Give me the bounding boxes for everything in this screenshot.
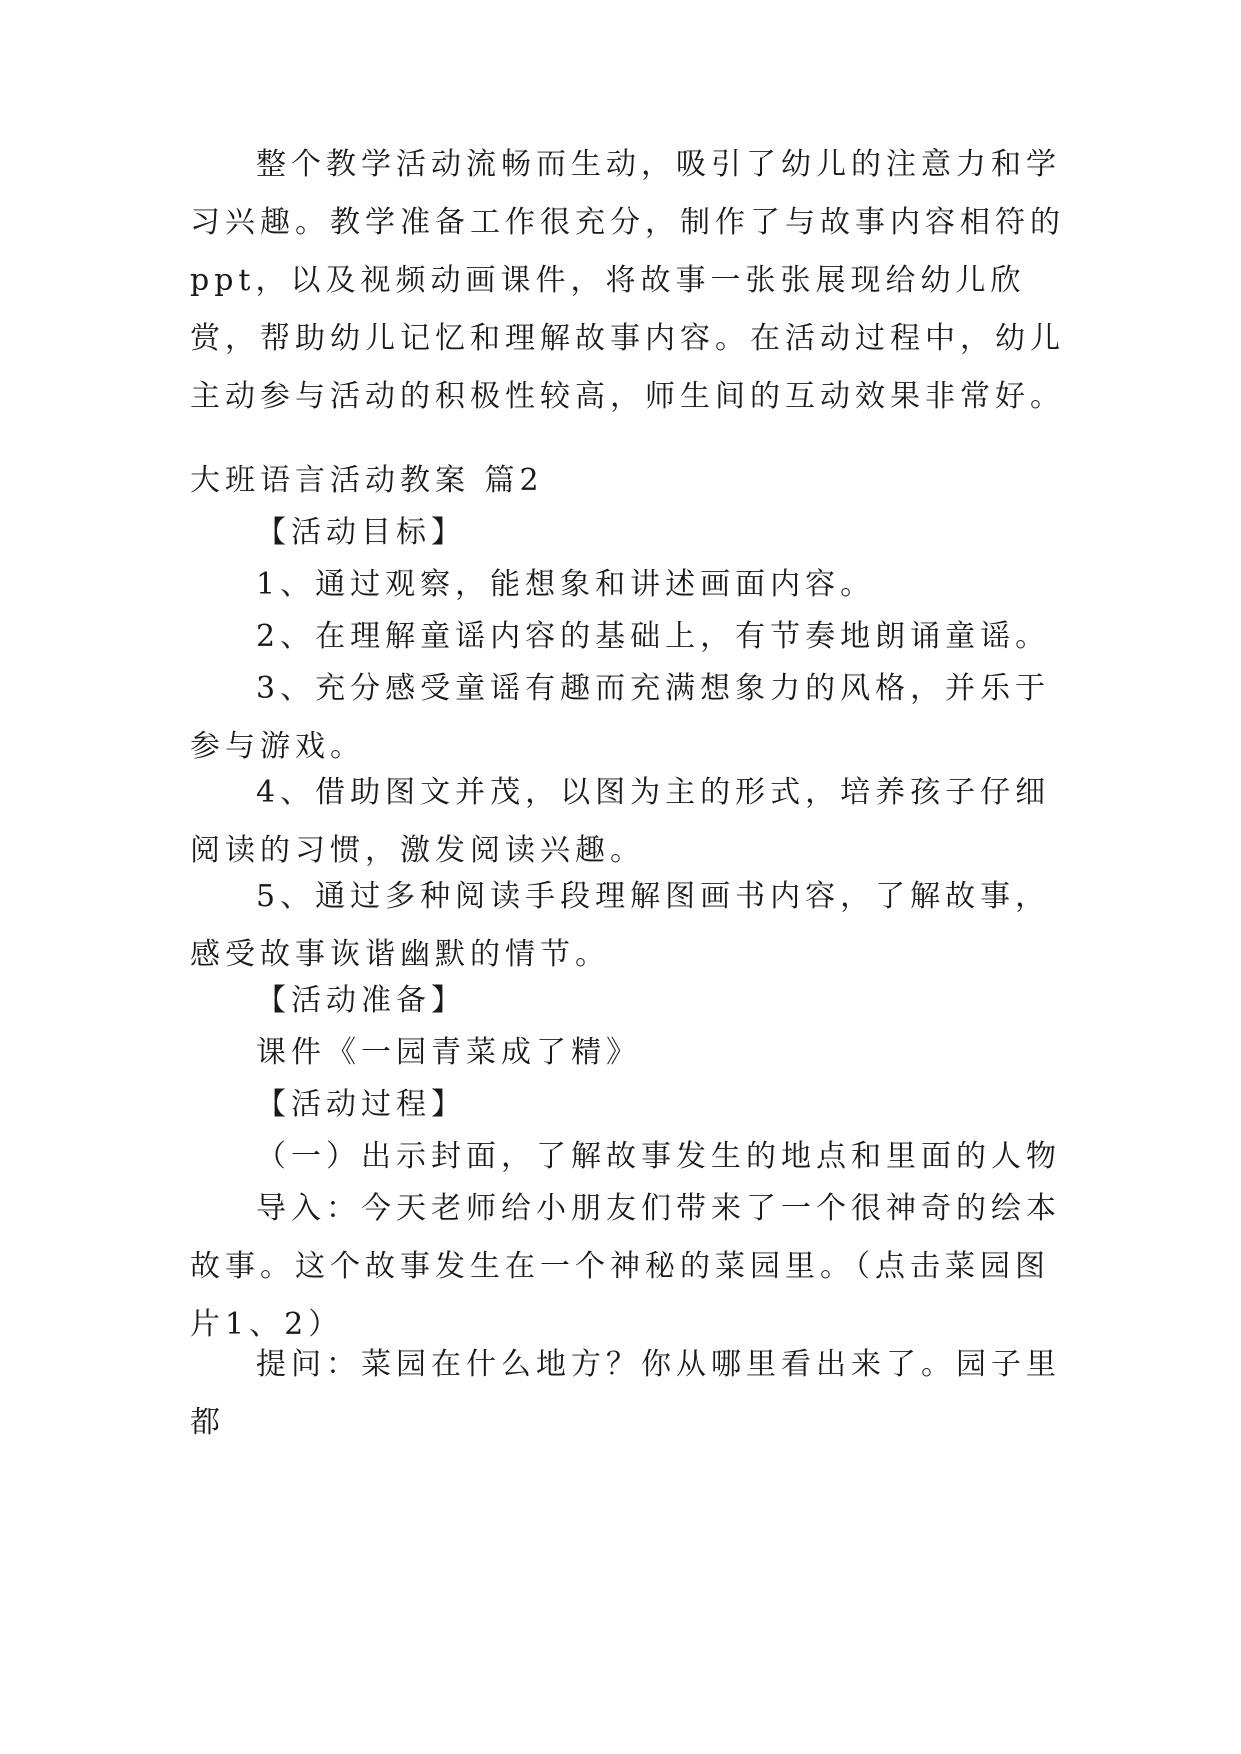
goal-item-4: 4、借助图文并茂，以图为主的形式，培养孩子仔细阅读的习惯，激发阅读兴趣。: [190, 775, 1051, 868]
prep-heading: 【活动准备】: [256, 983, 466, 1018]
goals-heading: 【活动目标】: [256, 515, 466, 550]
goal-item-2: 2、在理解童谣内容的基础上，有节奏地朗诵童谣。: [256, 619, 1051, 654]
prep-text: 课件《一园青菜成了精》: [256, 1035, 641, 1070]
intro-paragraph: 整个教学活动流畅而生动，吸引了幼儿的注意力和学习兴趣。教学准备工作很充分，制作了与故事内容相符的ppt，以及视频动画课件，将故事一张张展现给幼儿欣赏，帮助幼儿记忆和理解故事内容。在活动过程中，幼儿主动参与活动的积极性较高，师生间的互动效果非常好。: [190, 147, 1065, 414]
process-step-1: （一）出示封面，了解故事发生的地点和里面的人物: [256, 1139, 1061, 1174]
process-intro-text: 导入：今天老师给小朋友们带来了一个很神奇的绘本故事。这个故事发生在一个神秘的菜园里。（点击菜园图片1、2）: [190, 1191, 1061, 1342]
section-title: 大班语言活动教案 篇2: [190, 463, 544, 498]
goal-item-3: 3、充分感受童谣有趣而充满想象力的风格，并乐于参与游戏。: [190, 671, 1051, 764]
goal-item-1: 1、通过观察，能想象和讲述画面内容。: [256, 567, 876, 602]
goal-item-5: 5、通过多种阅读手段理解图画书内容，了解故事，感受故事诙谐幽默的情节。: [190, 879, 1051, 972]
process-heading: 【活动过程】: [256, 1087, 466, 1122]
process-question-text: 提问：菜园在什么地方？你从哪里看出来了。园子里都: [190, 1347, 1061, 1440]
